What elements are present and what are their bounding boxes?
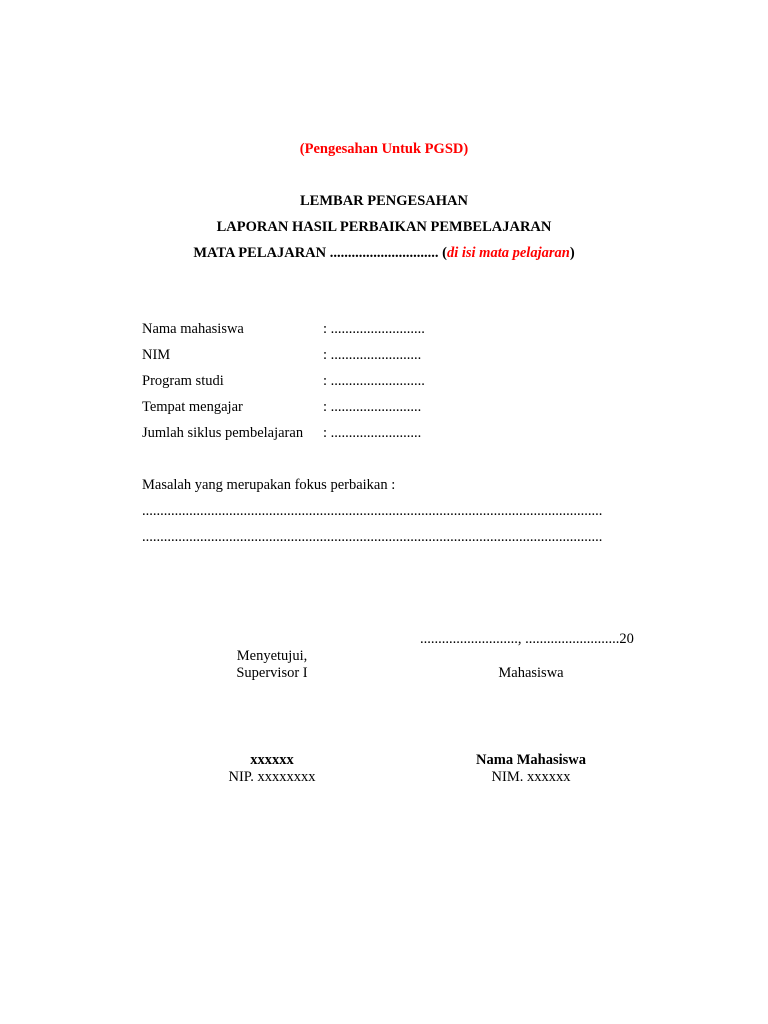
subject-label: MATA PELAJARAN .............................. ( <box>193 245 447 261</box>
subject-close-paren: ) <box>569 245 575 261</box>
approval-label: Menyetujui, <box>236 648 308 664</box>
focus-line-1: ............................................................................................................................... <box>142 503 603 519</box>
field-label: NIM <box>142 347 171 363</box>
supervisor-role: Supervisor I <box>236 665 308 681</box>
focus-line-2: ............................................................................................................................... <box>142 529 603 545</box>
title-line-3 <box>0 245 768 262</box>
date-line: ..........................., ..........................20 <box>420 631 634 647</box>
field-row-siklus <box>142 425 421 442</box>
field-label: Program studi <box>142 373 224 389</box>
student-role: Mahasiswa <box>498 665 564 681</box>
field-value: : ......................... <box>323 399 422 415</box>
field-value: : .......................... <box>323 373 425 389</box>
field-value: : .......................... <box>323 321 425 337</box>
student-name: Nama Mahasiswa <box>476 752 586 768</box>
field-label: Nama mahasiswa <box>142 321 244 337</box>
field-row-nim <box>142 347 421 364</box>
supervisor-nip: NIP. xxxxxxxx <box>228 769 316 785</box>
field-value: : ......................... <box>323 425 422 441</box>
field-label: Jumlah siklus pembelajaran <box>142 425 304 441</box>
title-line-2: LAPORAN HASIL PERBAIKAN PEMBELAJARAN <box>216 219 552 235</box>
student-nim: NIM. xxxxxx <box>491 769 571 785</box>
pgsd-note: (Pengesahan Untuk PGSD) <box>299 141 469 157</box>
supervisor-name: xxxxxx <box>250 752 294 768</box>
field-value: : ......................... <box>323 347 422 363</box>
field-row-tempat <box>142 399 421 416</box>
title-line-1: LEMBAR PENGESAHAN <box>300 193 468 209</box>
field-label: Tempat mengajar <box>142 399 243 415</box>
subject-hint: di isi mata pelajaran <box>446 245 570 261</box>
focus-label: Masalah yang merupakan fokus perbaikan : <box>142 477 396 493</box>
field-row-program <box>142 373 425 390</box>
field-row-nama <box>142 321 425 338</box>
